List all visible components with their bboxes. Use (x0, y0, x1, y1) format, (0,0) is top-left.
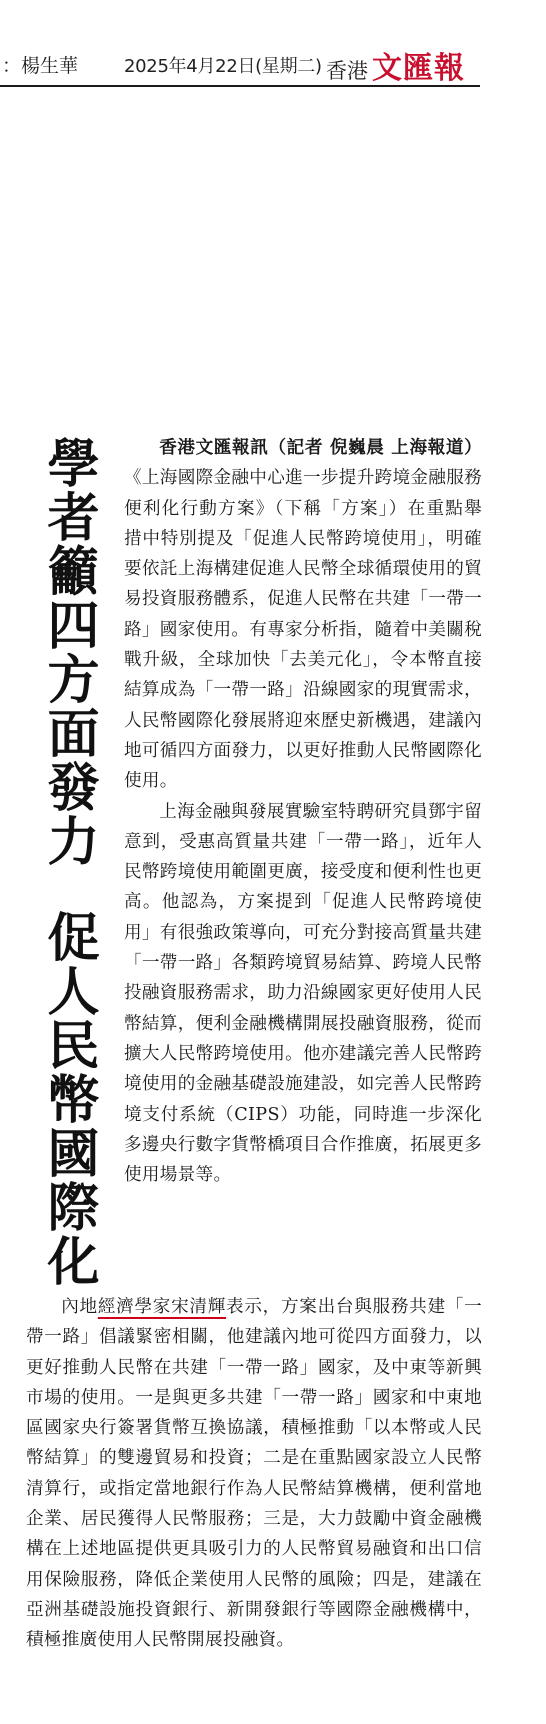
article-headline (36, 436, 100, 1288)
paragraph-3-text: 表示，方案出台與服務共建「一帶一路」倡議緊密相關，他建議內地可從四方面發力，以更好推動人民幣在共建「一帶一路」國家，及中東等新興市場的使用。一是與更多共建「一帶一路」國家和中東地區國家央行簽署貨幣互換協議，積極推動「以本幣或人民幣結算」的雙邊貿易和投資；二是在重點國家設立人民幣清算行，或指定當地銀行作為人民幣結算機構，便利當地企業、居民獲得人民幣服務；三是，大力鼓勵中資金融機構在上述地區提供更具吸引力的人民幣貿易融資和出口信用保險服務，降低企業使用人民幣的風險；四是，建議在亞洲基礎設施投資銀行、新開發銀行等國際金融機構中，積極推廣使用人民幣開展投融資。 (26, 1297, 483, 1651)
logo-name: 文匯報 (372, 51, 465, 86)
article-paragraph-1 (124, 433, 482, 797)
paragraph-1-text: 《上海國際金融中心進一步提升跨境金融服務便利化行動方案》（下稱「方案」）在重點舉措中特別提及「促進人民幣跨境使用」，明確要依託上海構建促進人民幣全球循環使用的貿易投資服務體系，促進人民幣在共建「一帶一路」國家使用。有專家分析指，隨着中美關稅戰升級，全球加快「去美元化」，令本幣直接結算成為「一帶一路」沿線國家的現實需求，人民幣國際化發展將迎來歷史新機遇，建議內地可循四方面發力，以更好推動人民幣國際化使用。 (124, 468, 482, 792)
headline-line-1: 學者籲四方面發力 (38, 436, 98, 868)
article-body-bottom (26, 1292, 482, 1656)
article-body-column (124, 433, 482, 1190)
newspaper-logo (326, 43, 465, 87)
page-header (0, 0, 546, 88)
article-paragraph-2: 上海金融與發展實驗室特聘研究員鄧宇留意到，受惠高質量共建「一帶一路」，近年人民幣跨境使用範圍更廣，接受度和便利性也更高。他認為，方案提到「促進人民幣跨境使用」有很強政策導向，可充分對接高質量共建「一帶一路」各類跨境貿易結算、跨境人民幣投融資服務需求，助力沿線國家更好使用人民幣結算，便利金融機構開展投融資服務，從而擴大人民幣跨境使用。他亦建議完善人民幣跨境使用的金融基礎設施建設，如完善人民幣跨境支付系統（CIPS）功能，同時進一步深化多邊央行數字貨幣橋項目合作推廣，拓展更多使用場景等。 (124, 801, 482, 1186)
headline-line-2: 促人民幣國際化 (38, 910, 98, 1288)
editor-credit: ：楊生華 (2, 55, 79, 77)
underlined-expert-name: 經濟學家宋清輝 (97, 1297, 227, 1317)
logo-region: 香港 (326, 59, 368, 83)
article-paragraph-3 (26, 1292, 482, 1656)
paragraph-3-prefix: 內地 (61, 1297, 98, 1317)
article-lead: 香港文匯報訊（記者 倪巍晨 上海報道） (159, 437, 482, 458)
issue-date: 2025年4月22日(星期二) (124, 56, 322, 77)
header-rule (0, 85, 480, 87)
